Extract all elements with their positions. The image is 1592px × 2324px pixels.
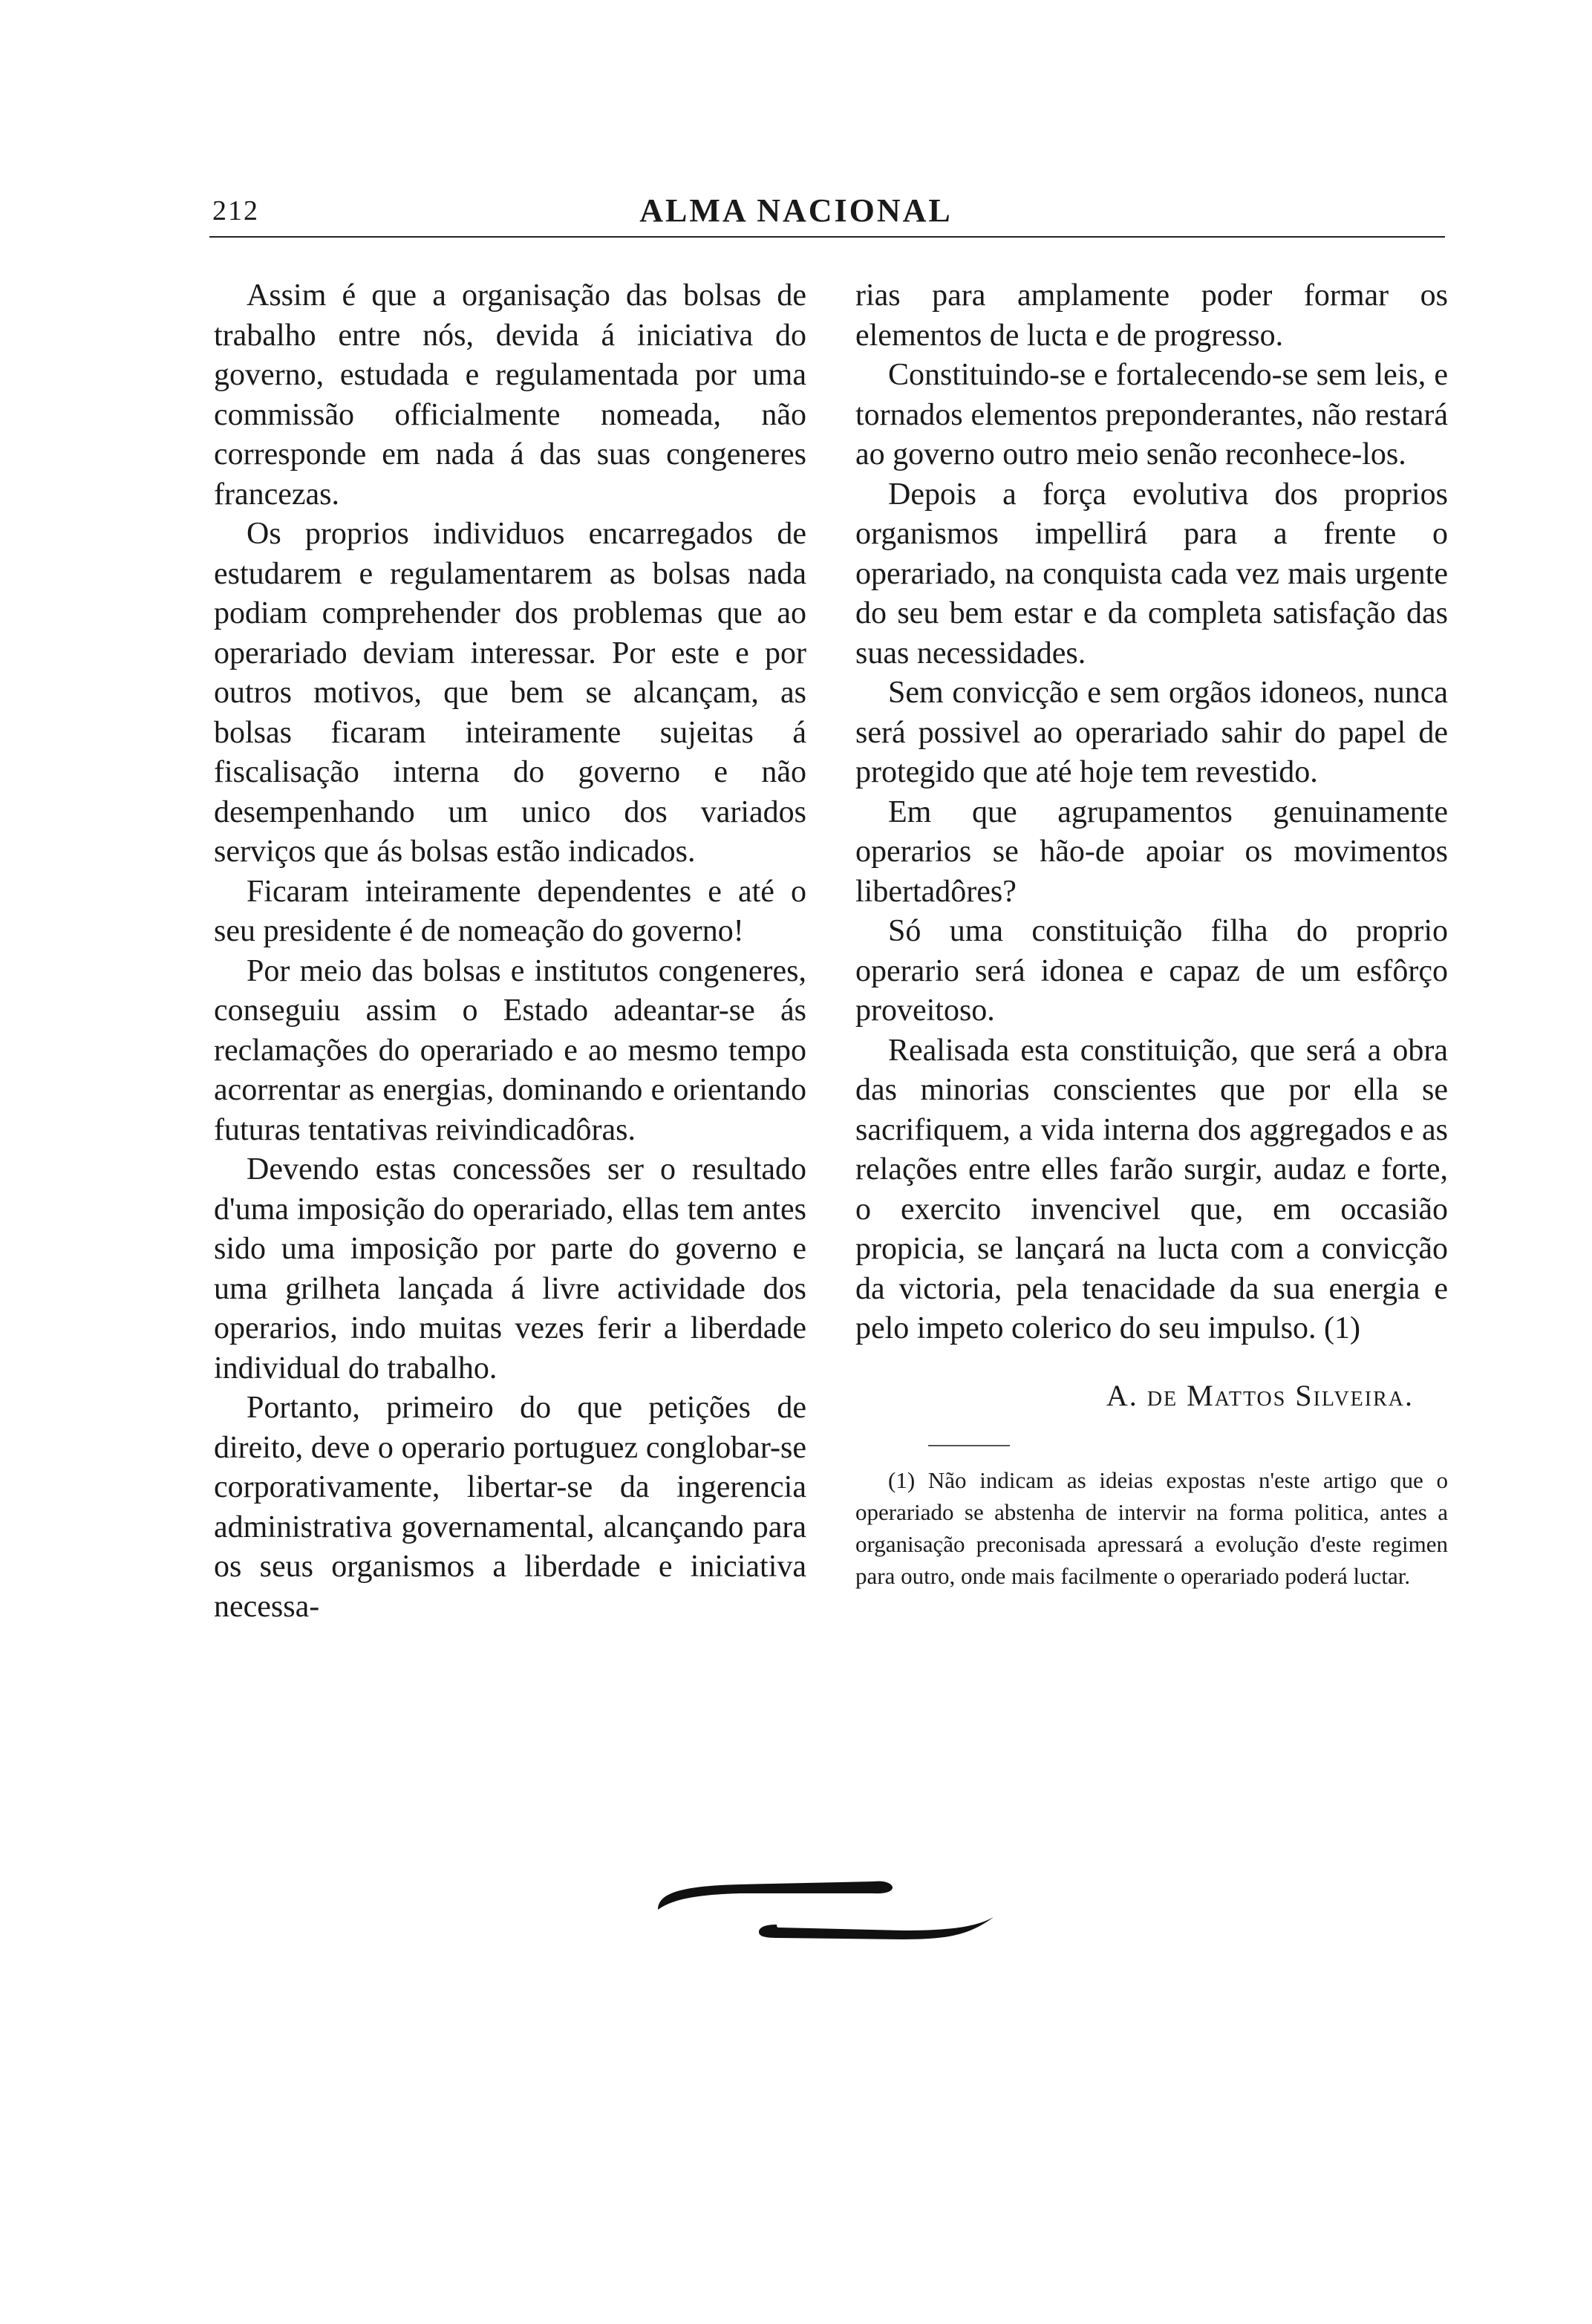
footnote-rule xyxy=(928,1445,1010,1446)
paragraph: Assim é que a organisação das bolsas de trabalho entre nós, devida á iniciativa do governo, estudada e regulamentada por uma commissão officialmente nomeada, não corresponde em nada á das suas congeneres francezas. xyxy=(214,278,806,512)
signature-surname-cap: S xyxy=(1295,1378,1314,1412)
signature-surname-rest: ilveira. xyxy=(1313,1378,1414,1412)
paragraph: Sem convicção e sem orgãos idoneos, nunca será possivel ao operariado sahir do papel de protegido que até hoje tem revestido. xyxy=(855,676,1448,789)
tailpiece-ornament-icon xyxy=(650,1871,1007,1956)
tailpiece-ornament-icon xyxy=(650,1871,1007,1953)
author-signature xyxy=(855,1376,1448,1416)
paragraph: Realisada esta constituição, que será a obra das minorias conscientes que por ella se sacrifiquem, a vida interna dos aggregados e as relações entre elles farão surgir, audaz e forte, o exercito invencivel que, em occasião propicia, se lançará na lucta com a convicção da victoria, pela tenacidade da sua energia e pelo impeto colerico do seu impulso. (1) xyxy=(855,1033,1448,1345)
signature-initial: A. xyxy=(1106,1378,1138,1412)
paragraph-continuation: rias para amplamente poder formar os elementos de lucta e de progresso. xyxy=(855,278,1448,353)
running-title: ALMA NACIONAL xyxy=(639,192,953,229)
footnote: (1) Não indicam as ideias expostas n'este artigo que o operariado se abstenha de intervir na forma politica, antes a organisação preconisada apressará a evolução d'este regimen para outro, onde mais facilmente o operariado poderá luctar. xyxy=(855,1467,1448,1589)
paragraph: Em que agrupamentos genuinamente operarios se hão-de apoiar os movimentos libertadôres? xyxy=(855,794,1448,909)
right-column xyxy=(855,276,1448,1592)
paragraph: Constituindo-se e fortalecendo-se sem leis, e tornados elementos preponderantes, não restará ao governo outro meio senão reconhece-los. xyxy=(855,358,1448,471)
paragraph: Depois a força evolutiva dos proprios organismos impellirá para a frente o operariado, na conquista cada vez mais urgente do seu bem estar e da completa satisfação das suas necessidades. xyxy=(855,477,1448,670)
paragraph: Ficaram inteiramente dependentes e até o seu presidente é de nomeação do governo! xyxy=(214,874,806,948)
paragraph: Só uma constituição filha do proprio operario será idonea e capaz de um esfôrço proveitoso. xyxy=(855,914,1448,1028)
page-number: 212 xyxy=(212,195,259,226)
paragraph: Os proprios individuos encarregados de estudarem e regulamentarem as bolsas nada podiam comprehender dos problemas que ao operariado deviam interessar. Por este e por outros motivos, que bem se alcançam, as bolsas ficaram inteiramente sujeitas á fiscalisação interna do governo e não desempenhando um unico dos variados serviços que ás bolsas estão indicados. xyxy=(214,517,806,869)
signature-particle: de xyxy=(1146,1378,1178,1412)
paragraph: Portanto, primeiro do que petições de direito, deve o operario portuguez conglobar-se corporativamente, libertar-se da ingerencia administrativa governamental, alcançando para os seus organismos a liberdade e iniciativa necessa- xyxy=(214,1391,806,1624)
signature-name-cap: M xyxy=(1187,1378,1215,1412)
signature-name-rest: attos xyxy=(1214,1378,1287,1412)
header-rule xyxy=(209,236,1445,238)
paragraph: Devendo estas concessões ser o resultado d'uma imposição do operariado, ellas tem antes sido uma imposição por parte do governo e uma grilheta lançada á livre actividade dos operarios, indo muitas vezes ferir a liberdade individual do trabalho. xyxy=(214,1152,806,1385)
left-column xyxy=(214,276,806,1627)
paragraph: Por meio das bolsas e institutos congeneres, conseguiu assim o Estado adeantar-se ás reclamações do operariado e ao mesmo tempo acorrentar as energias, dominando e orientando futuras tentativas reivindicadôras. xyxy=(214,953,806,1147)
